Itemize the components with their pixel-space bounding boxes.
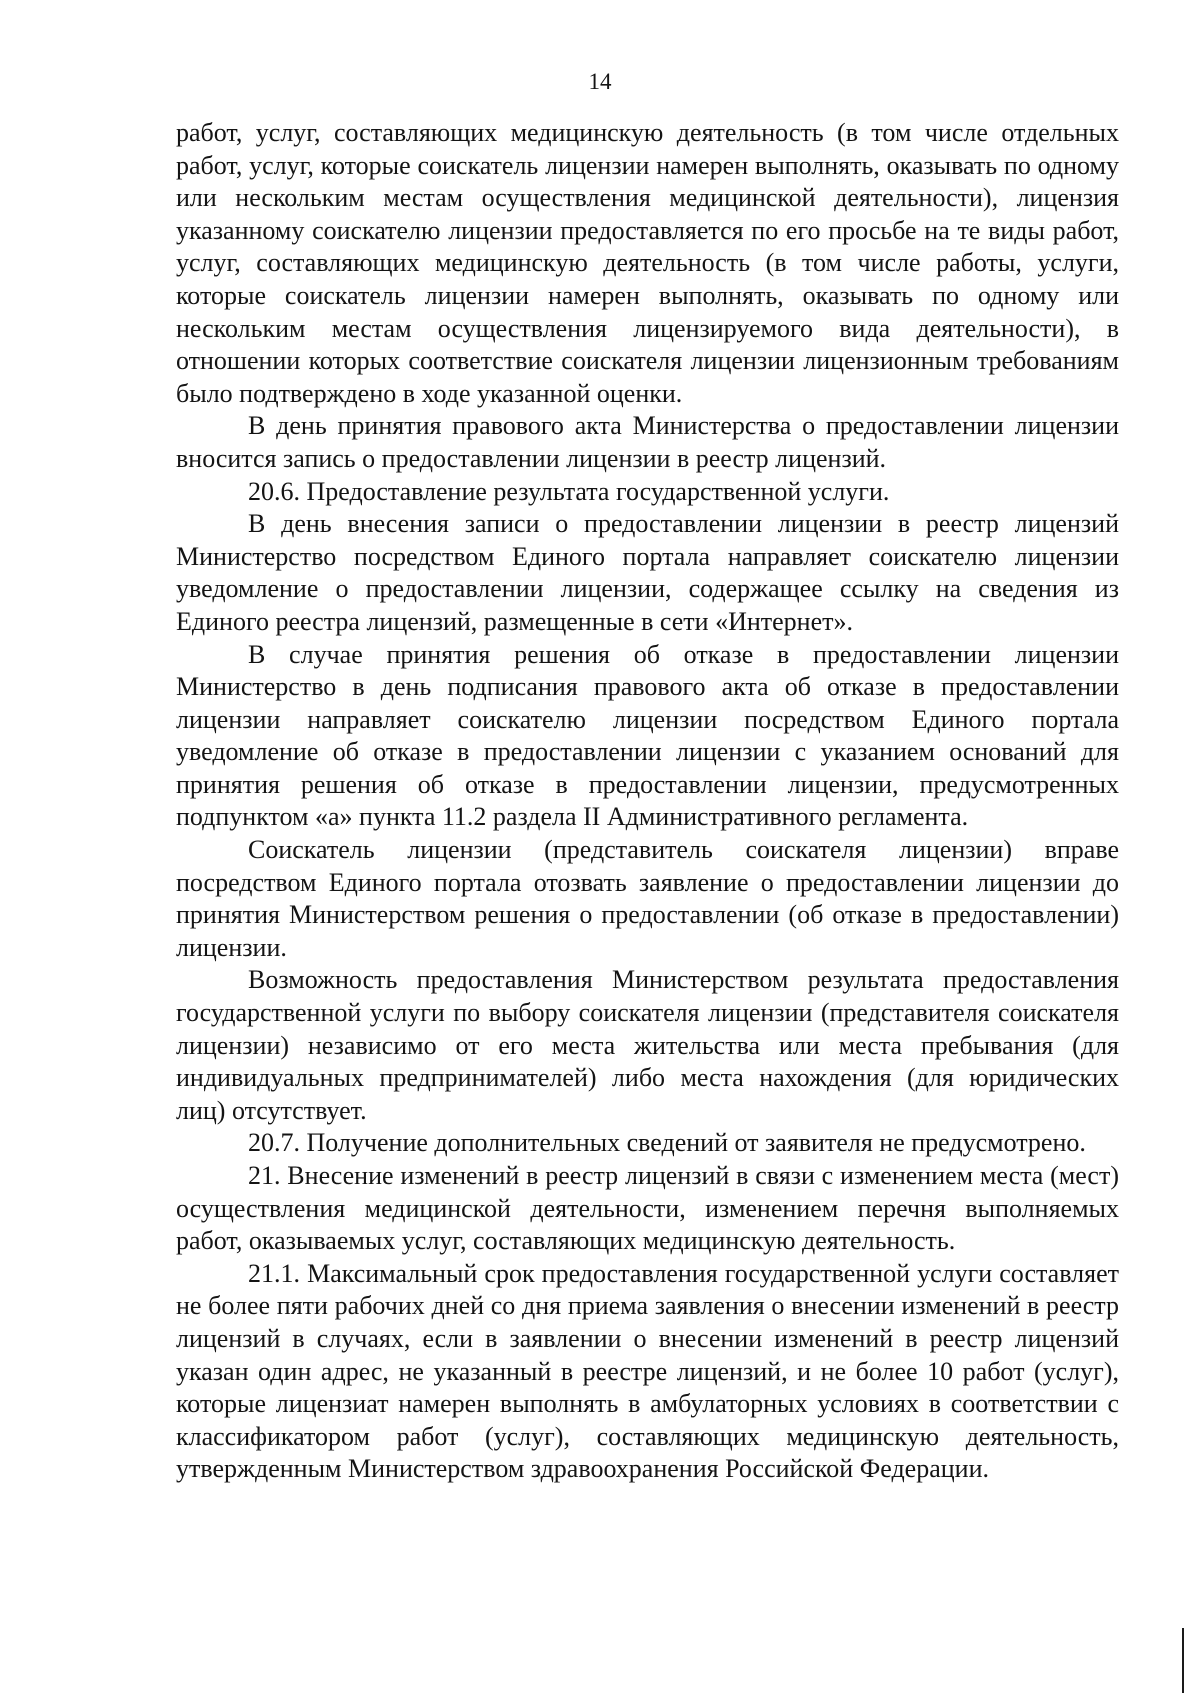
paragraph: 21.1. Максимальный срок предоставления государственной услуги составляет не более пяти рабочих дней со дня приема заявления о внесении изменений в реестр лицензий в случаях, если в заявлении о внесении изменений в реестр лицензий указан один адрес, не указанный в реестре лицензий, и не более 10 работ (услуг), которые лицензиат намерен выполнять в амбулаторных условиях в соответствии с классификатором работ (услуг), составляющих медицинскую деятельность, утвержденным Министерством здравоохранения Российской Федерации.	[176, 1258, 1119, 1484]
paragraph: 20.7. Получение дополнительных сведений от заявителя не предусмотрено.	[248, 1128, 1086, 1158]
paragraph: 20.6. Предоставление результата государственной услуги.	[248, 476, 890, 506]
paragraph: В день внесения записи о предоставлении лицензии в реестр лицензий Министерство посредством Единого портала направляет соискателю лицензии уведомление о предоставлении лицензии, содержащее ссылку на сведения из Единого реестра лицензий, размещенные в сети «Интернет».	[176, 509, 1119, 636]
paragraph: Соискатель лицензии (представитель соискателя лицензии) вправе посредством Единого портала отозвать заявление о предоставлении лицензии до принятия Министерством решения о предоставлении (об отказе в предоставлении) лицензии.	[176, 835, 1119, 962]
paragraph: 21. Внесение изменений в реестр лицензий в связи с изменением места (мест) осуществления медицинской деятельности, изменением перечня выполняемых работ, оказываемых услуг, составляющих медицинскую деятельность.	[176, 1161, 1119, 1256]
page-number: 14	[588, 69, 612, 94]
document-body	[176, 117, 1119, 1486]
scan-edge-line	[1182, 1628, 1184, 1693]
paragraph: В случае принятия решения об отказе в предоставлении лицензии Министерство в день подписания правового акта об отказе в предоставлении лицензии направляет соискателю лицензии посредством Единого портала уведомление об отказе в предоставлении лицензии с указанием оснований для принятия решения об отказе в предоставлении лицензии, предусмотренных подпунктом «а» пункта 11.2 раздела II Административного регламента.	[176, 639, 1119, 832]
paragraph: работ, услуг, составляющих медицинскую деятельность (в том числе отдельных работ, услуг, которые соискатель лицензии намерен выполнять, оказывать по одному или нескольким местам осуществления медицинской деятельности), лицензия указанному соискателю лицензии предоставляется по его просьбе на те виды работ, услуг, составляющих медицинскую деятельность (в том числе работы, услуги, которые соискатель лицензии намерен выполнять, оказывать по одному или нескольким местам осуществления лицензируемого вида деятельности), в отношении которых соответствие соискателя лицензии лицензионным требованиям было подтверждено в ходе указанной оценки.	[176, 118, 1119, 408]
paragraph: Возможность предоставления Министерством результата предоставления государственной услуги по выбору соискателя лицензии (представителя соискателя лицензии) независимо от его места жительства или места пребывания (для индивидуальных предпринимателей) либо места нахождения (для юридических лиц) отсутствует.	[176, 965, 1119, 1125]
paragraph: В день принятия правового акта Министерства о предоставлении лицензии вносится запись о предоставлении лицензии в реестр лицензий.	[176, 411, 1119, 473]
